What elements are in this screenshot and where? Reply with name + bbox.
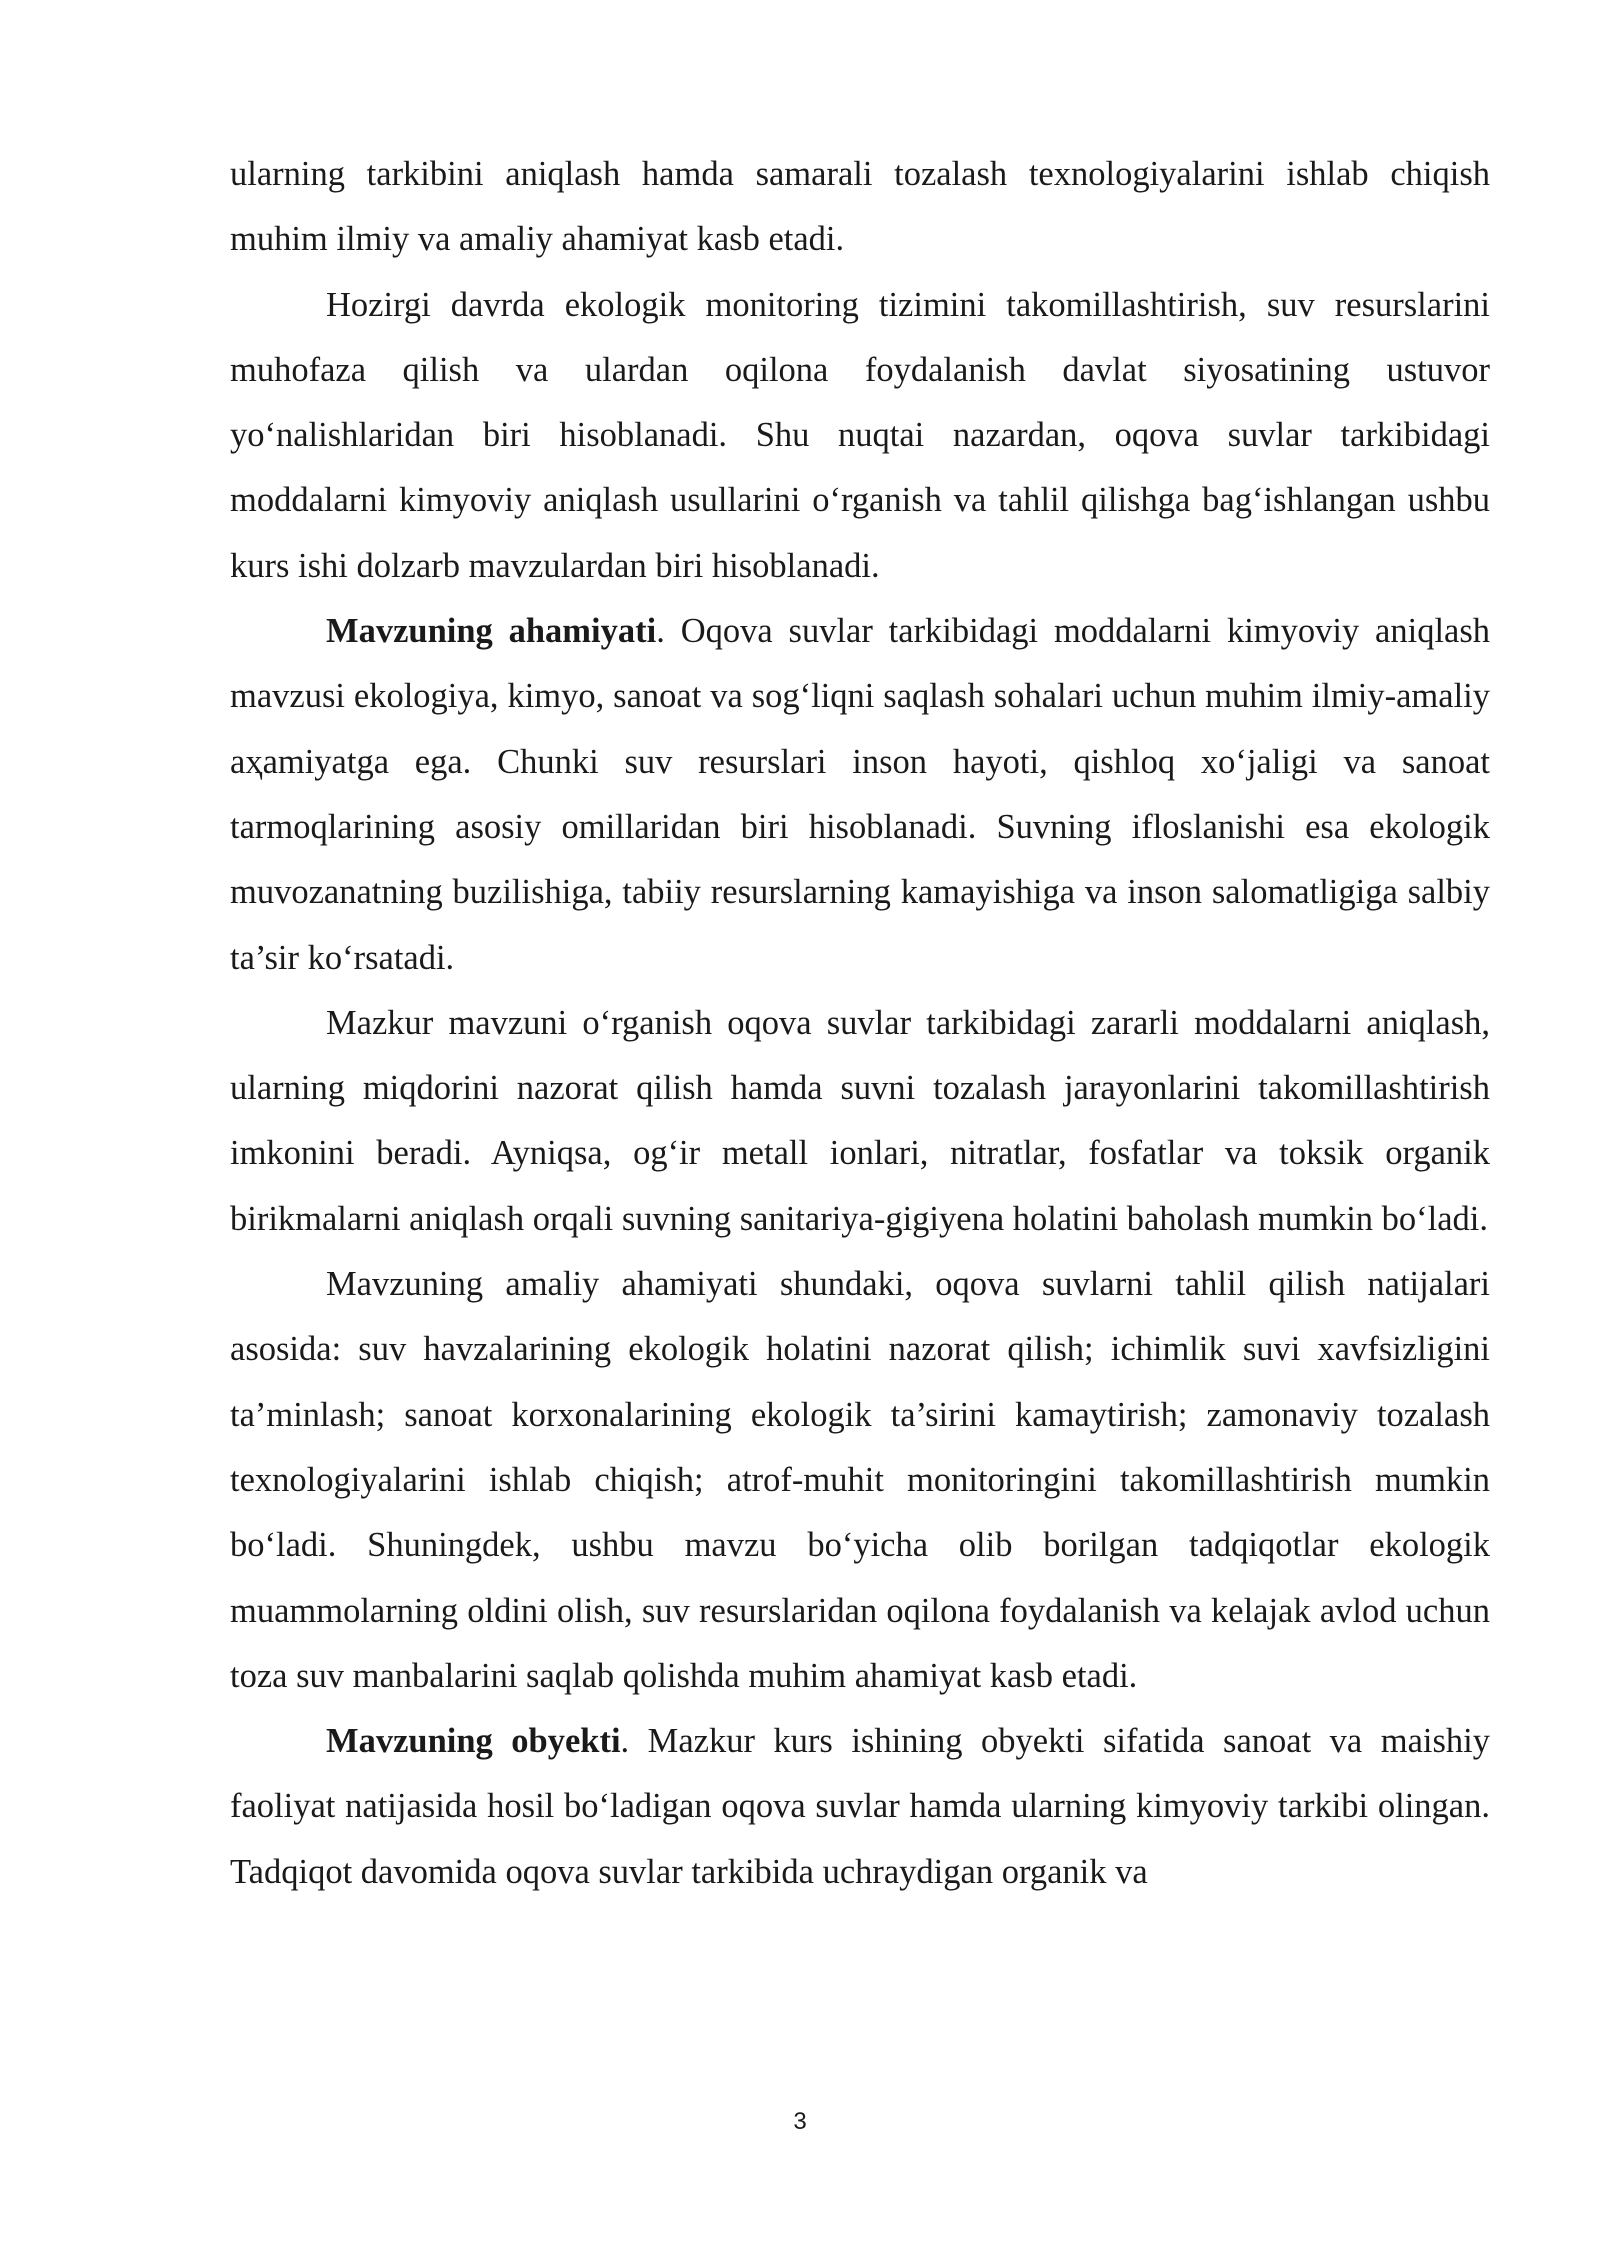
document-body bbox=[230, 142, 1490, 1905]
paragraph-continuation bbox=[230, 142, 1490, 273]
page-number: 3 bbox=[793, 2108, 807, 2135]
paragraph-significance bbox=[230, 599, 1490, 991]
paragraph-text: . Mazkur kurs ishining obyekti sifatida sanoat va maishiy faoliyat natijasida hosil bo‘ladigan oqova suvlar hamda ularning kimyoviy tarkibi olingan. Tadqiqot davomida oqova suvlar tarkibida uchraydigan organik va bbox=[230, 1722, 1490, 1891]
paragraph-text: ularning tarkibini aniqlash hamda samarali tozalash texnologiyalarini ishlab chiqish muhim ilmiy va amaliy ahamiyat kasb etadi. bbox=[230, 155, 1490, 259]
section-heading-object: Mavzuning obyekti bbox=[326, 1722, 621, 1761]
paragraph-text: Mavzuning amaliy ahamiyati shundaki, oqova suvlarni tahlil qilish natijalari asosida: suv havzalarining ekologik holatini nazorat qilish; ichimlik suvi xavfsizligini ta’minlash; sanoat korxonalarining ekologik ta’sirini kamaytirish; zamonaviy tozalash texnologiyalarini ishlab chiqish; atrof-muhit monitoringini takomillashtirish mumkin bo‘ladi. Shuningdek, ushbu mavzu bo‘yicha olib borilgan tadqiqotlar ekologik muammolarning oldini olish, suv resurslaridan oqilona foydalanish va kelajak avlod uchun toza suv manbalarini saqlab qolishda muhim ahamiyat kasb etadi. bbox=[230, 1265, 1490, 1695]
paragraph-relevance bbox=[230, 273, 1490, 599]
paragraph-text: Hozirgi davrda ekologik monitoring tizimini takomillashtirish, suv resurslarini muhofaza qilish va ulardan oqilona foydalanish davlat siyosatining ustuvor yo‘nalishlaridan biri hisoblanadi. Shu nuqtai nazardan, oqova suvlar tarkibidagi moddalarni kimyoviy aniqlash usullarini o‘rganish va tahlil qilishga bag‘ishlangan ushbu kurs ishi dolzarb mavzulardan biri hisoblanadi. bbox=[230, 285, 1490, 585]
paragraph-practical-significance bbox=[230, 1252, 1490, 1709]
section-heading-significance: Mavzuning ahamiyati bbox=[326, 612, 657, 651]
paragraph-object bbox=[230, 1709, 1490, 1905]
paragraph-text: Mazkur mavzuni o‘rganish oqova suvlar tarkibidagi zararli moddalarni aniqlash, ularning miqdorini nazorat qilish hamda suvni tozalash jarayonlarini takomillashtirish imkonini beradi. Ayniqsa, og‘ir metall ionlari, nitratlar, fosfatlar va toksik organik birikmalarni aniqlash orqali suvning sanitariya-gigiyena holatini baholash mumkin bo‘ladi. bbox=[230, 1003, 1490, 1238]
paragraph-text: . Oqova suvlar tarkibidagi moddalarni kimyoviy aniqlash mavzusi ekologiya, kimyo, sanoat va sog‘liqni saqlash sohalari uchun muhim ilmiy-amaliy aҳamiyatga ega. Chunki suv resurslari inson hayoti, qishloq xo‘jaligi va sanoat tarmoqlarining asosiy omillaridan biri hisoblanadi. Suvning ifloslanishi esa ekologik muvozanatning buzilishiga, tabiiy resurslarning kamayishiga va inson salomatligiga salbiy ta’sir ko‘rsatadi. bbox=[230, 612, 1491, 977]
paragraph-study-purpose bbox=[230, 991, 1490, 1252]
